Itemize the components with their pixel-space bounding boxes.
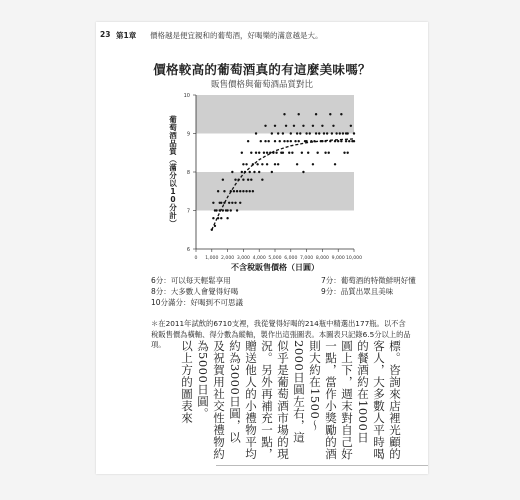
text-column: 似乎是葡萄酒市場的現 — [276, 340, 290, 460]
data-point — [274, 125, 276, 127]
data-point — [214, 209, 216, 211]
data-point — [252, 190, 254, 192]
data-point — [302, 171, 304, 173]
data-point — [312, 125, 314, 127]
y-tick-label: 7 — [186, 208, 190, 215]
data-point — [274, 163, 276, 165]
data-point — [301, 152, 303, 154]
data-point — [353, 140, 355, 142]
data-point — [261, 179, 263, 181]
header-title: 價格越是便宜親和的葡萄酒，好喝樂的滿意越是大。 — [150, 31, 323, 40]
data-point — [252, 163, 254, 165]
data-point — [220, 202, 222, 204]
data-point — [249, 190, 251, 192]
book-page — [96, 22, 428, 474]
data-point — [274, 140, 276, 142]
data-point — [310, 140, 312, 142]
page-number: 23 — [100, 30, 111, 39]
data-point — [255, 152, 257, 154]
text-column: 及祝賀用社交性禮物約 — [212, 340, 226, 460]
data-point — [329, 140, 331, 142]
y-tick-label: 9 — [186, 131, 190, 138]
data-point — [343, 152, 345, 154]
data-point — [245, 190, 247, 192]
data-point — [353, 132, 355, 134]
x-tick-label: 4,000 — [252, 256, 266, 261]
x-tick-label: 3,000 — [236, 256, 250, 261]
data-point — [282, 132, 284, 134]
data-point — [323, 132, 325, 134]
data-point — [342, 132, 344, 134]
y-axis-label: 葡萄酒品質︵滿分以 1 0 分計︶ — [169, 115, 177, 228]
data-point — [212, 217, 214, 219]
data-point — [299, 132, 301, 134]
y-tick-label: 8 — [186, 170, 190, 176]
x-tick-label: 7,000 — [300, 256, 314, 261]
data-point — [261, 163, 263, 165]
data-point — [298, 113, 300, 115]
y-tick-label: 6 — [186, 247, 190, 253]
text-column: 況。另外再補充一點， — [260, 340, 274, 460]
text-column: 客人，大多數人平時喝 — [372, 340, 386, 460]
data-point — [282, 152, 284, 154]
data-point — [321, 125, 323, 127]
data-point — [290, 132, 292, 134]
data-point — [236, 190, 238, 192]
data-point — [255, 132, 257, 134]
x-tick-label: 0 — [194, 256, 198, 261]
data-point — [328, 152, 330, 154]
data-point — [345, 140, 347, 142]
data-point — [313, 140, 315, 142]
data-point — [275, 152, 277, 154]
data-point — [309, 132, 311, 134]
data-point — [334, 163, 336, 165]
data-point — [324, 152, 326, 154]
data-point — [242, 163, 244, 165]
text-column: 圓上下，週末對自己好 — [340, 340, 354, 460]
data-point — [249, 171, 251, 173]
shaded-band — [196, 172, 354, 211]
data-point — [230, 209, 232, 211]
data-point — [239, 202, 241, 204]
text-column: 標。咨詢來店裡光顧的 — [388, 340, 402, 460]
data-point — [271, 132, 273, 134]
data-point — [334, 140, 336, 142]
data-point — [234, 179, 236, 181]
data-point — [220, 217, 222, 219]
data-point — [264, 125, 266, 127]
data-point — [244, 171, 246, 173]
legend-item: 7分：葡萄酒的特徵鮮明好懂 — [321, 276, 416, 285]
data-point — [329, 113, 331, 115]
data-point — [234, 202, 236, 204]
data-point — [219, 209, 221, 211]
data-point — [307, 152, 309, 154]
data-point — [312, 163, 314, 165]
data-point — [267, 140, 269, 142]
data-point — [236, 209, 238, 211]
data-point — [217, 217, 219, 219]
data-point — [340, 140, 342, 142]
x-tick-label: 9,000 — [331, 256, 345, 261]
x-tick-label: 1,000 — [205, 256, 219, 261]
data-point — [258, 152, 260, 154]
data-point — [233, 190, 235, 192]
data-point — [223, 190, 225, 192]
data-point — [315, 132, 317, 134]
data-point — [231, 202, 233, 204]
data-point — [223, 202, 225, 204]
data-point — [228, 202, 230, 204]
data-point — [305, 132, 307, 134]
data-point — [214, 225, 216, 227]
chart-title: 價格較高的葡萄酒真的有這麼美味嗎？ — [153, 62, 371, 77]
data-point — [296, 163, 298, 165]
data-point — [277, 132, 279, 134]
text-column: 的餐酒約在1000日 — [356, 340, 370, 444]
data-point — [272, 152, 274, 154]
data-point — [226, 209, 228, 211]
data-point — [253, 171, 255, 173]
footer-rule — [216, 465, 428, 466]
data-point — [217, 190, 219, 192]
data-point — [212, 202, 214, 204]
data-point — [291, 152, 293, 154]
data-point — [239, 190, 241, 192]
data-point — [258, 171, 260, 173]
y-tick-label: 10 — [183, 93, 190, 99]
data-point — [290, 140, 292, 142]
x-tick-label: 8,000 — [315, 256, 329, 261]
data-point — [222, 209, 224, 211]
data-point — [332, 125, 334, 127]
data-point — [260, 140, 262, 142]
data-point — [242, 179, 244, 181]
data-point — [247, 140, 249, 142]
data-point — [264, 140, 266, 142]
data-point — [286, 140, 288, 142]
text-column: 贈送他人的小禮物平均 — [244, 340, 258, 460]
data-point — [222, 179, 224, 181]
data-point — [283, 113, 285, 115]
data-point — [302, 125, 304, 127]
x-tick-label: 10,000 — [345, 256, 363, 261]
data-point — [279, 140, 281, 142]
x-tick-label: 5,000 — [268, 256, 282, 261]
data-point — [241, 171, 243, 173]
data-point — [339, 132, 341, 134]
data-point — [250, 179, 252, 181]
data-point — [350, 125, 352, 127]
data-point — [226, 217, 228, 219]
data-point — [321, 140, 323, 142]
data-point — [296, 132, 298, 134]
text-column: 約為3000日圓，以 — [228, 340, 242, 444]
data-point — [324, 140, 326, 142]
chapter-label: 第1章 — [116, 31, 137, 40]
data-point — [231, 171, 233, 173]
data-point — [269, 152, 271, 154]
x-tick-label: 2,000 — [221, 256, 235, 261]
data-point — [331, 132, 333, 134]
data-point — [285, 125, 287, 127]
data-point — [283, 140, 285, 142]
data-point — [346, 152, 348, 154]
data-point — [263, 152, 265, 154]
legend-item: 9分：品質出眾且美味 — [321, 287, 394, 296]
data-point — [315, 113, 317, 115]
data-point — [256, 163, 258, 165]
text-column: 以上方的圖表來 — [180, 340, 194, 424]
data-point — [237, 179, 239, 181]
chart-subtitle: 販售價格與葡萄酒品質對比 — [210, 80, 313, 90]
data-point — [293, 125, 295, 127]
data-point — [266, 163, 268, 165]
x-axis-label: 不含稅販售價格（日圓） — [231, 263, 319, 272]
data-point — [316, 152, 318, 154]
chart-footnote: ＊在2011年試飲的6710支裡，我從覺得好喝的214瓶中精選出177瓶。以不含稅販售價為橫軸、得分數為縱軸，製作出這張圖表。本圖表只記錄6.5分以上的品項。 — [151, 319, 411, 349]
x-tick-label: 6,000 — [284, 256, 298, 261]
data-point — [337, 140, 339, 142]
data-point — [241, 152, 243, 154]
scatter-chart — [96, 22, 428, 274]
data-point — [250, 152, 252, 154]
data-point — [271, 171, 273, 173]
text-column: 一點，當作小獎勵的酒 — [324, 340, 338, 460]
data-point — [288, 152, 290, 154]
data-point — [305, 140, 307, 142]
data-point — [242, 190, 244, 192]
data-point — [340, 113, 342, 115]
legend-item: 8分：大多數人會覺得好喝 — [151, 287, 239, 296]
data-point — [326, 132, 328, 134]
text-column: 2000日圓左右，這 — [292, 340, 306, 444]
legend-item: 10分滿分：好喝到不可思議 — [151, 298, 244, 307]
data-point — [318, 132, 320, 134]
legend-item: 6分：可以每天輕鬆享用 — [151, 276, 231, 285]
data-point — [211, 229, 213, 231]
data-point — [348, 140, 350, 142]
data-point — [345, 132, 347, 134]
data-point — [266, 152, 268, 154]
data-point — [294, 140, 296, 142]
data-point — [277, 163, 279, 165]
data-point — [245, 163, 247, 165]
data-point — [230, 190, 232, 192]
data-point — [335, 132, 337, 134]
data-point — [247, 179, 249, 181]
data-point — [298, 140, 300, 142]
text-column: 為5000日圓。 — [196, 340, 210, 420]
text-column: 則大約在1500～ — [308, 340, 322, 432]
